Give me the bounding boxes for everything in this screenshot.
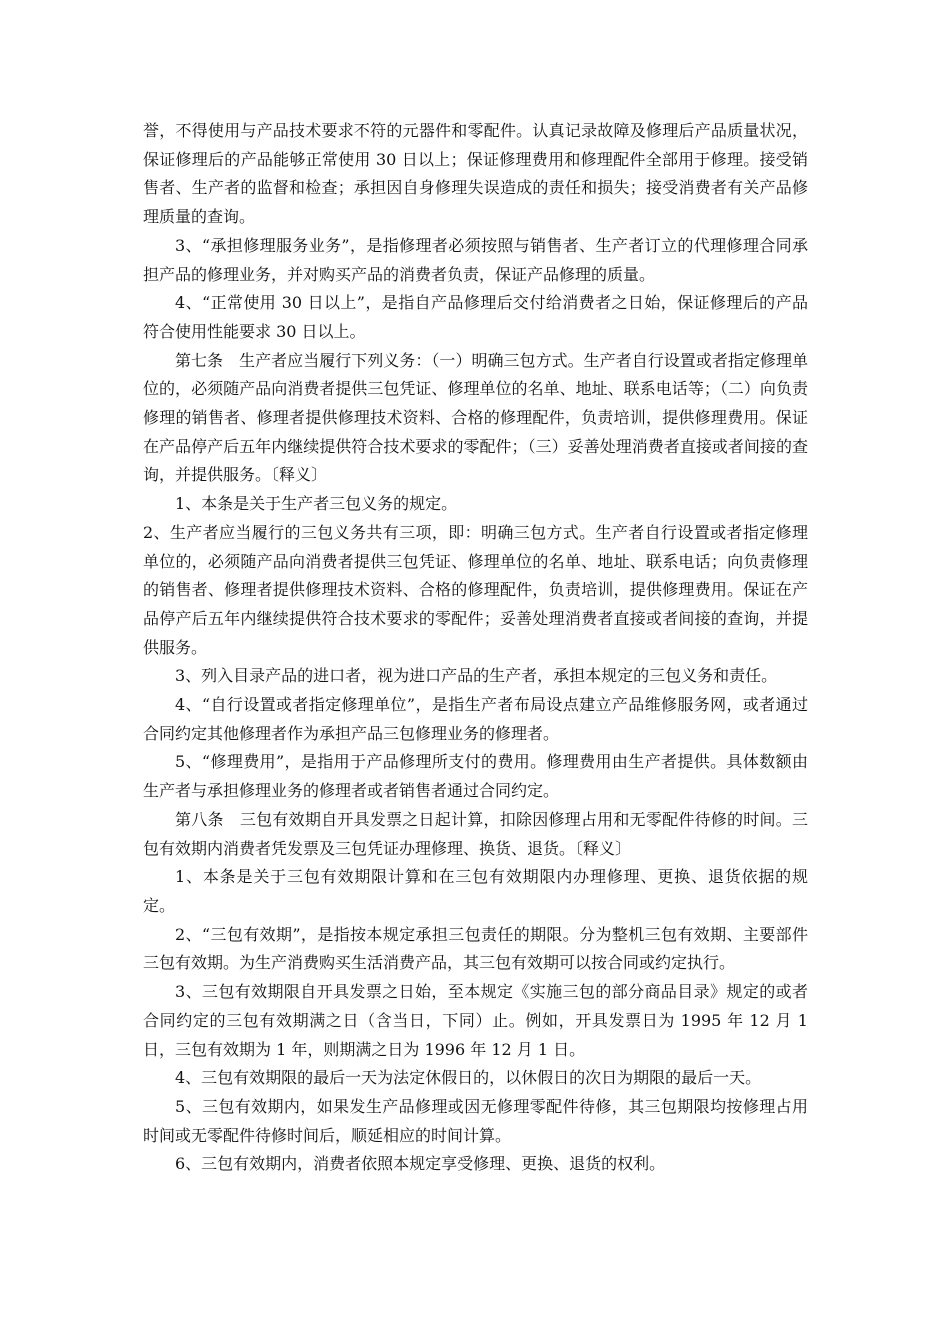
paragraph: 3、列入目录产品的进口者，视为进口产品的生产者，承担本规定的三包义务和责任。	[175, 666, 778, 686]
paragraph: 5、“修理费用”，是指用于产品修理所支付的费用。修理费用由生产者提供。具体数额由生产者与承担修理业务的修理者或者销售者通过合同约定。	[143, 752, 808, 801]
article-seven-paragraph: 第七条 生产者应当履行下列义务：（一）明确三包方式。生产者自行设置或者指定修理单位的，必须随产品向消费者提供三包凭证、修理单位的名单、地址、联系电话等；（二）向负责修理的销售者、修理者提供修理技术资料、合格的修理配件，负责培训，提供修理费用。保证在产品停产后五年内继续提供符合技术要求的零配件；（三）妥善处理消费者直接或者间接的查询，并提供服务。〔释义〕	[143, 350, 808, 485]
document-body	[143, 117, 808, 1179]
paragraph: 4、“自行设置或者指定修理单位”，是指生产者布局设点建立产品维修服务网，或者通过合同约定其他修理者作为承担产品三包修理业务的修理者。	[143, 695, 808, 743]
paragraph: 4、三包有效期限的最后一天为法定休假日的，以休假日的次日为期限的最后一天。	[175, 1068, 762, 1088]
paragraph: 誉，不得使用与产品技术要求不符的元器件和零配件。认真记录故障及修理后产品质量状况，保证修理后的产品能够正常使用 30 日以上；保证修理费用和修理配件全部用于修理。接受销售者、生产者的监督和检查；承担因自身修理失误造成的责任和损失；接受消费者有关产品修理质量的查询。	[143, 121, 808, 227]
paragraph: 2、“三包有效期”，是指按本规定承担三包责任的期限。分为整机三包有效期、主要部件三包有效期。为生产消费购买生活消费产品，其三包有效期可以按合同或约定执行。	[143, 924, 808, 973]
paragraph: 3、三包有效期限自开具发票之日始，至本规定《实施三包的部分商品目录》规定的或者合同约定的三包有效期满之日（含当日，下同）止。例如，开具发票日为 1995 年 12 月 1 日，三包有效期为 1 年，则期满之日为 1996 年 12 月 1 日。	[143, 982, 808, 1059]
paragraph: 1、本条是关于三包有效期限计算和在三包有效期限内办理修理、更换、退货依据的规定。	[143, 867, 808, 915]
paragraph: 4、“正常使用 30 日以上”，是指自产品修理后交付给消费者之日始，保证修理后的产品符合使用性能要求 30 日以上。	[143, 293, 808, 341]
paragraph: 6、三包有效期内，消费者依照本规定享受修理、更换、退货的权利。	[175, 1154, 666, 1174]
paragraph: 1、本条是关于生产者三包义务的规定。	[175, 494, 458, 514]
paragraph: 2、生产者应当履行的三包义务共有三项，即：明确三包方式。生产者自行设置或者指定修理单位的，必须随产品向消费者提供三包凭证、修理单位的名单、地址、联系电话；向负责修理的销售者、修理者提供修理技术资料、合格的修理配件，负责培训，提供修理费用。保证在产品停产后五年内继续提供符合技术要求的零配件；妥善处理消费者直接或者间接的查询，并提供服务。	[143, 522, 808, 657]
article-eight-paragraph: 第八条 三包有效期自开具发票之日起计算，扣除因修理占用和无零配件待修的时间。三包有效期内消费者凭发票及三包凭证办理修理、换货、退货。〔释义〕	[143, 809, 808, 858]
paragraph: 5、三包有效期内，如果发生产品修理或因无修理零配件待修，其三包期限均按修理占用时间或无零配件待修时间后，顺延相应的时间计算。	[143, 1096, 808, 1145]
paragraph: 3、“承担修理服务业务”，是指修理者必须按照与销售者、生产者订立的代理修理合同承担产品的修理业务，并对购买产品的消费者负责，保证产品修理的质量。	[143, 235, 808, 284]
